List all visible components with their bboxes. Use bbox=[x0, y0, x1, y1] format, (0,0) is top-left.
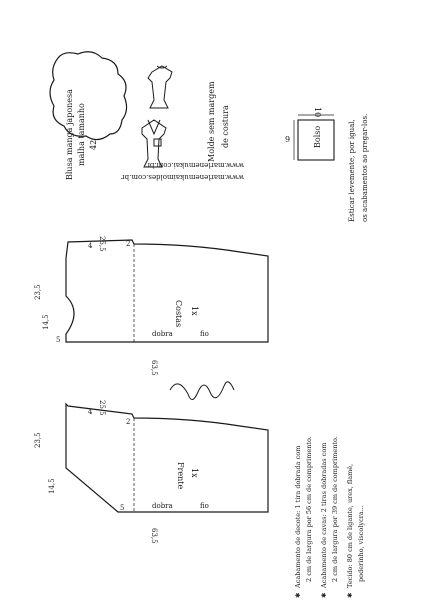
note-bullet-3: ✱ bbox=[346, 592, 354, 598]
title-cloud bbox=[50, 52, 127, 180]
costas-title: Costas bbox=[174, 300, 183, 328]
costas-d5: 5 bbox=[56, 336, 61, 344]
url-line-1: www.marlenemukaimoldes.com.br bbox=[121, 173, 244, 181]
costas-outline bbox=[66, 240, 268, 342]
shirt-sketch-back bbox=[148, 66, 172, 108]
frente-d23-5: 23,5 bbox=[34, 432, 42, 448]
pocket-height: 10 bbox=[313, 107, 322, 118]
costas-piece bbox=[34, 236, 268, 376]
frente-d25-5: 25,5 bbox=[98, 400, 106, 416]
note-4: 2 cm de largura por 39 cm de comprimento. bbox=[331, 436, 339, 582]
pocket-width: 9 bbox=[285, 135, 291, 144]
costas-d2: 2 bbox=[126, 240, 131, 248]
url-line-2: www.marlenemukai.com.br bbox=[146, 161, 244, 169]
note-1: Acabamento de decote: 1 tira dobrada com bbox=[294, 445, 302, 588]
seam-note-line-1: Molde sem margem bbox=[207, 81, 216, 162]
urls bbox=[121, 161, 244, 181]
esticar-line-2: os acabamentos ao pregar-los. bbox=[361, 113, 369, 222]
costas-d23-5: 23,5 bbox=[34, 284, 42, 300]
esticar-line-1: Esticar levemente, por igual, bbox=[348, 119, 356, 222]
costas-d4: 4 bbox=[88, 242, 93, 250]
signature bbox=[170, 382, 234, 412]
note-2: 2 cm de largura por 56 cm de comprimento. bbox=[305, 436, 313, 582]
finishing-notes bbox=[294, 436, 365, 598]
frente-outline bbox=[66, 404, 268, 512]
shirt-sketch-front bbox=[142, 120, 166, 167]
seam-note bbox=[207, 81, 230, 162]
frente-grain: fio bbox=[200, 502, 209, 510]
esticar-note bbox=[348, 114, 369, 222]
costas-qty: 1x bbox=[190, 306, 199, 316]
frente-d2: 2 bbox=[126, 418, 131, 426]
frente-qty: 1x bbox=[190, 468, 199, 478]
costas-fold: dobra bbox=[152, 330, 173, 338]
frente-d5: 5 bbox=[120, 504, 125, 512]
costas-d14-5: 14,5 bbox=[42, 314, 50, 330]
frente-d63-5: 63,5 bbox=[150, 528, 158, 544]
pocket-piece bbox=[285, 107, 334, 160]
cloud-line-2: malha tamanho bbox=[77, 103, 86, 166]
cloud-outline bbox=[50, 52, 127, 140]
frente-piece bbox=[34, 400, 268, 544]
note-3: Acabamento de cavas: 2 tiras dobradas com bbox=[320, 442, 328, 588]
frente-d4: 4 bbox=[88, 408, 93, 416]
pocket-label: Bolso bbox=[313, 125, 322, 148]
cloud-line-3: 42 bbox=[89, 139, 98, 150]
frente-title: Frente bbox=[176, 462, 185, 490]
note-5: Tecido: 80 cm de ligante, urex, flamê, bbox=[346, 463, 354, 588]
seam-note-line-2: de costura bbox=[221, 105, 230, 148]
costas-d25-5: 25,5 bbox=[98, 236, 106, 252]
signature-text: Marlene Mukai bbox=[180, 404, 231, 412]
costas-d63-5: 63,5 bbox=[150, 360, 158, 376]
costas-grain: fio bbox=[200, 330, 209, 338]
frente-d14-5: 14,5 bbox=[48, 478, 56, 494]
note-6: poderinho, viscolycra... bbox=[357, 505, 365, 582]
frente-fold: dobra bbox=[152, 502, 173, 510]
note-bullet-2: ✱ bbox=[320, 592, 328, 598]
note-bullet-1: ✱ bbox=[294, 592, 302, 598]
cloud-line-1: Blusa manga japonesa bbox=[65, 89, 74, 180]
